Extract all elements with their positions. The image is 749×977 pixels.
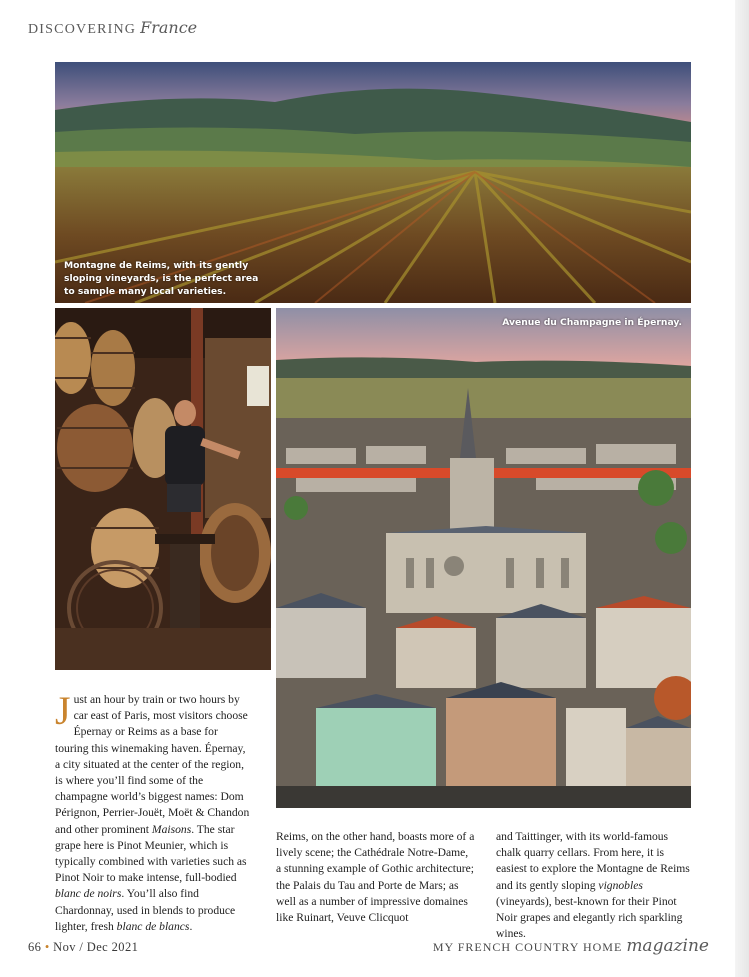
issue-date: Nov / Dec 2021 (53, 940, 139, 954)
section-title: DISCOVERING (28, 22, 137, 37)
page-edge (735, 0, 749, 977)
col1-italic-c: blanc de blancs (116, 919, 190, 933)
cellar-photo (55, 308, 271, 670)
page-number: 66 (28, 940, 42, 954)
town-image (276, 308, 691, 808)
col1-italic-a: Maisons (151, 822, 192, 836)
col1-italic-b: blanc de noirs (55, 887, 122, 901)
footer-issue (28, 940, 138, 955)
col3-text-a: and Taittinger, with its world-famous chalk quarry cellars. From here, it is easiest to explore the Montagne de Reims and its gently sloping (496, 830, 690, 892)
col1-text-b: . The star grape here is Pinot Meunier, which is typically combined with varieties such as Pinot Noir to make intense, full-bodied (55, 822, 247, 885)
footer-bullet: • (44, 940, 50, 954)
col3-italic-a: vignobles (598, 878, 643, 892)
magazine-name: MY FRENCH COUNTRY HOME (432, 940, 623, 954)
article-column-2 (276, 829, 475, 926)
section-title-script: France (140, 18, 198, 37)
col2-text: Reims, on the other hand, boasts more of a lively scene; the Cathédrale Notre-Dame, a stunning example of Gothic architecture; the Palais du Tau and Porte de Mars; as well as a number of impressive domaines like Ruinart, Veuve Clicquot (276, 830, 475, 925)
footer-magazine (433, 936, 709, 956)
col1-text-a: ust an hour by train or two hours by car east of Paris, most visitors choose Épernay or Reims as a base for touring this winemaking haven. Épernay, a city situated at the center of the region, is where you’ll find some of the champagne world’s biggest names: Dom Pérignon, Perrier-Jouët, Moët & Chandon and other prominent (55, 693, 250, 836)
magazine-script: magazine (626, 936, 709, 956)
town-photo (276, 308, 691, 808)
vineyard-photo (55, 62, 691, 303)
article-column-1 (55, 688, 253, 935)
cellar-image (55, 308, 271, 670)
drop-cap: J (55, 688, 71, 733)
col1-text-d: . (189, 919, 193, 933)
vineyard-caption: Montagne de Reims, with its gently sloping vineyards, is the perfect area to sample many local varieties. (64, 260, 259, 297)
article-column-3 (496, 829, 696, 942)
col3-text-b: (vineyards), best-known for their Pinot Noir grapes and elegantly rich sparkling wines. (496, 894, 683, 941)
town-caption: Avenue du Champagne in Épernay. (502, 317, 682, 328)
section-header (28, 18, 197, 38)
col1-text-c: . You’ll also find Chardonnay, used in blends to produce lighter, fresh (55, 887, 236, 933)
